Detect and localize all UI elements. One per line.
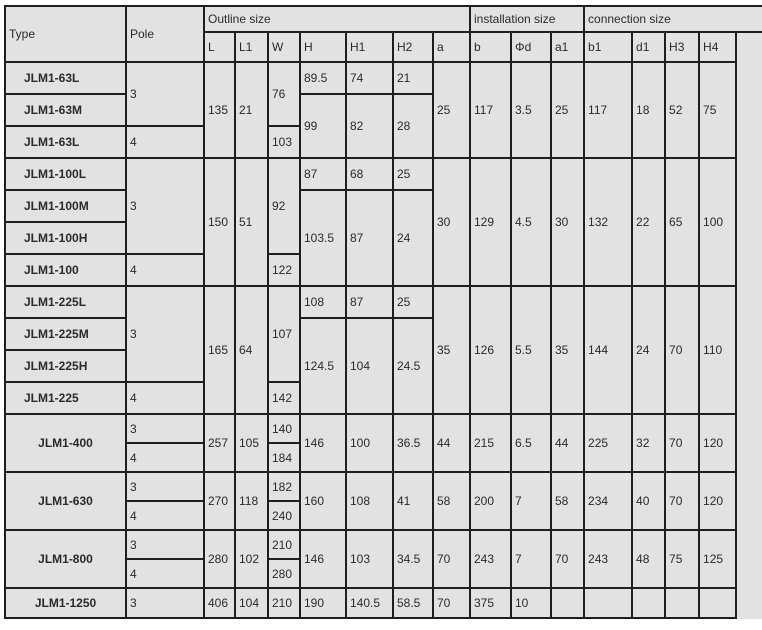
pole-cell: 4 xyxy=(126,382,204,414)
cell-d1: 24 xyxy=(632,286,665,414)
header-col-H1: H1 xyxy=(346,32,393,62)
cell-H4 xyxy=(699,588,736,618)
pole-cell: 3 xyxy=(126,472,204,501)
header-col-a1: a1 xyxy=(551,32,584,62)
cell-b: 243 xyxy=(470,530,511,588)
cell-b: 129 xyxy=(470,158,511,286)
cell-W: 142 xyxy=(268,382,300,414)
header-col-a: a xyxy=(433,32,470,62)
header-col-d1: d1 xyxy=(632,32,665,62)
cell-a1: 58 xyxy=(551,472,584,530)
cell-a: 44 xyxy=(433,414,470,472)
spec-table xyxy=(4,5,762,619)
cell-d: 6.5 xyxy=(511,414,551,472)
cell-b1: 132 xyxy=(584,158,632,286)
cell-W: 107 xyxy=(268,286,300,382)
pole-cell: 3 xyxy=(126,530,204,559)
header-col-H3: H3 xyxy=(665,32,699,62)
cell-b1: 243 xyxy=(584,530,632,588)
cell-H3 xyxy=(665,588,699,618)
type-cell: JLM1-63L xyxy=(5,62,126,94)
table-row xyxy=(5,414,762,443)
header-col-d: Φd xyxy=(511,32,551,62)
cell-a1: 70 xyxy=(551,530,584,588)
spec-table-container xyxy=(4,5,762,619)
type-cell: JLM1-100 xyxy=(5,254,126,286)
cell-L1: 118 xyxy=(235,472,268,530)
pole-cell: 4 xyxy=(126,126,204,158)
cell-d: 3.5 xyxy=(511,62,551,158)
type-cell: JLM1-225L xyxy=(5,286,126,318)
cell-H2: 25 xyxy=(393,286,433,318)
cell-d: 7 xyxy=(511,530,551,588)
cell-H3: 65 xyxy=(665,158,699,286)
cell-L1: 51 xyxy=(235,158,268,286)
cell-H: 190 xyxy=(300,588,346,618)
cell-W: 210 xyxy=(268,588,300,618)
pole-cell: 4 xyxy=(126,501,204,530)
cell-L: 150 xyxy=(204,158,235,286)
cell-H3: 70 xyxy=(665,472,699,530)
cell-H3: 70 xyxy=(665,414,699,472)
cell-H: 160 xyxy=(300,472,346,530)
cell-H1: 74 xyxy=(346,62,393,94)
cell-b: 215 xyxy=(470,414,511,472)
cell-H: 89.5 xyxy=(300,62,346,94)
pole-cell: 3 xyxy=(126,286,204,382)
cell-H1: 87 xyxy=(346,190,393,286)
cell-W: 182 xyxy=(268,472,300,501)
cell-L1: 21 xyxy=(235,62,268,158)
cell-a: 58 xyxy=(433,472,470,530)
cell-W: 103 xyxy=(268,126,300,158)
cell-H2: 24.5 xyxy=(393,318,433,414)
cell-W: 210 xyxy=(268,530,300,559)
cell-a: 30 xyxy=(433,158,470,286)
cell-b: 117 xyxy=(470,62,511,158)
cell-d: 5.5 xyxy=(511,286,551,414)
cell-H2: 36.5 xyxy=(393,414,433,472)
cell-L: 280 xyxy=(204,530,235,588)
header-col-W: W xyxy=(268,32,300,62)
type-cell: JLM1-63M xyxy=(5,94,126,126)
cell-L1: 64 xyxy=(235,286,268,414)
header-type: Type xyxy=(5,6,126,62)
type-cell: JLM1-63L xyxy=(5,126,126,158)
cell-L: 406 xyxy=(204,588,235,618)
cell-d1: 40 xyxy=(632,472,665,530)
header-connection-size: connection size xyxy=(584,6,762,32)
cell-W: 280 xyxy=(268,559,300,588)
cell-d: 4.5 xyxy=(511,158,551,286)
header-col-H: H xyxy=(300,32,346,62)
cell-a1: 25 xyxy=(551,62,584,158)
cell-H1: 103 xyxy=(346,530,393,588)
cell-H2: 28 xyxy=(393,94,433,158)
cell-H4: 110 xyxy=(699,286,736,414)
cell-H1: 140.5 xyxy=(346,588,393,618)
cell-a: 70 xyxy=(433,530,470,588)
table-row xyxy=(5,472,762,501)
type-cell: JLM1-400 xyxy=(5,414,126,472)
header-pole: Pole xyxy=(126,6,204,62)
cell-H: 87 xyxy=(300,158,346,190)
cell-H2: 21 xyxy=(393,62,433,94)
cell-d: 7 xyxy=(511,472,551,530)
cell-H: 124.5 xyxy=(300,318,346,414)
cell-d1 xyxy=(632,588,665,618)
table-row xyxy=(5,62,762,78)
cell-H1: 108 xyxy=(346,472,393,530)
cell-a1: 35 xyxy=(551,286,584,414)
pole-cell: 3 xyxy=(126,158,204,254)
cell-L: 165 xyxy=(204,286,235,414)
cell-H4: 75 xyxy=(699,62,736,158)
pole-cell: 3 xyxy=(126,414,204,443)
type-cell: JLM1-225H xyxy=(5,350,126,382)
cell-d1: 22 xyxy=(632,158,665,286)
pole-cell: 3 xyxy=(126,62,204,126)
cell-H: 146 xyxy=(300,530,346,588)
cell-H2: 58.5 xyxy=(393,588,433,618)
cell-a: 25 xyxy=(433,62,470,158)
cell-W: 140 xyxy=(268,414,300,443)
cell-b1: 234 xyxy=(584,472,632,530)
header-col-b: b xyxy=(470,32,511,62)
type-cell: JLM1-630 xyxy=(5,472,126,530)
cell-H: 146 xyxy=(300,414,346,472)
cell-a: 35 xyxy=(433,286,470,414)
cell-H2: 34.5 xyxy=(393,530,433,588)
cell-b1: 225 xyxy=(584,414,632,472)
cell-d1: 32 xyxy=(632,414,665,472)
cell-H4: 120 xyxy=(699,414,736,472)
cell-L1: 102 xyxy=(235,530,268,588)
cell-H: 108 xyxy=(300,286,346,318)
cell-H4: 100 xyxy=(699,158,736,286)
cell-b1: 144 xyxy=(584,286,632,414)
header-installation-size: installation size xyxy=(470,6,584,32)
type-cell: JLM1-225 xyxy=(5,382,126,414)
type-cell: JLM1-100L xyxy=(5,158,126,190)
cell-a: 70 xyxy=(433,588,470,618)
cell-d1: 48 xyxy=(632,530,665,588)
cell-d1: 18 xyxy=(632,62,665,158)
cell-L: 135 xyxy=(204,62,235,158)
cell-H: 99 xyxy=(300,94,346,158)
header-col-L: L xyxy=(204,32,235,62)
cell-W: 122 xyxy=(268,254,300,286)
type-cell: JLM1-225M xyxy=(5,318,126,350)
cell-W: 240 xyxy=(268,501,300,530)
cell-H1: 87 xyxy=(346,286,393,318)
cell-H3: 52 xyxy=(665,62,699,158)
table-row xyxy=(5,286,762,318)
cell-H1: 104 xyxy=(346,318,393,414)
cell-H: 103.5 xyxy=(300,190,346,286)
cell-H2: 41 xyxy=(393,472,433,530)
cell-W: 76 xyxy=(268,62,300,126)
cell-a1: 44 xyxy=(551,414,584,472)
type-cell: JLM1-100H xyxy=(5,222,126,254)
cell-b1 xyxy=(584,588,632,618)
type-cell: JLM1-100M xyxy=(5,190,126,222)
type-cell: JLM1-800 xyxy=(5,530,126,588)
cell-L1: 104 xyxy=(235,588,268,618)
cell-d: 10 xyxy=(511,588,551,618)
cell-H3: 75 xyxy=(665,530,699,588)
table-row xyxy=(5,158,762,190)
pole-cell: 4 xyxy=(126,254,204,286)
cell-b: 375 xyxy=(470,588,511,618)
header-row-1 xyxy=(5,6,762,32)
header-outline-size: Outline size xyxy=(204,6,470,32)
cell-b1: 117 xyxy=(584,62,632,158)
header-col-H4: H4 xyxy=(699,32,736,62)
header-col-H2: H2 xyxy=(393,32,433,62)
cell-H1: 100 xyxy=(346,414,393,472)
cell-H1: 68 xyxy=(346,158,393,190)
table-row xyxy=(5,530,762,559)
cell-H2: 25 xyxy=(393,158,433,190)
header-col-L1: L1 xyxy=(235,32,268,62)
table-row xyxy=(5,588,762,618)
header-col-b1: b1 xyxy=(584,32,632,62)
cell-b: 126 xyxy=(470,286,511,414)
cell-H4: 125 xyxy=(699,530,736,588)
cell-W: 184 xyxy=(268,443,300,472)
pole-cell: 3 xyxy=(126,588,204,618)
cell-W: 92 xyxy=(268,158,300,254)
cell-a1 xyxy=(551,588,584,618)
cell-L1: 105 xyxy=(235,414,268,472)
pole-cell: 4 xyxy=(126,559,204,588)
cell-b: 200 xyxy=(470,472,511,530)
cell-H4: 120 xyxy=(699,472,736,530)
cell-H1: 82 xyxy=(346,94,393,158)
cell-L: 270 xyxy=(204,472,235,530)
cell-H2: 24 xyxy=(393,190,433,286)
cell-L: 257 xyxy=(204,414,235,472)
cell-a1: 30 xyxy=(551,158,584,286)
type-cell: JLM1-1250 xyxy=(5,588,126,618)
pole-cell: 4 xyxy=(126,443,204,472)
cell-H3: 70 xyxy=(665,286,699,414)
